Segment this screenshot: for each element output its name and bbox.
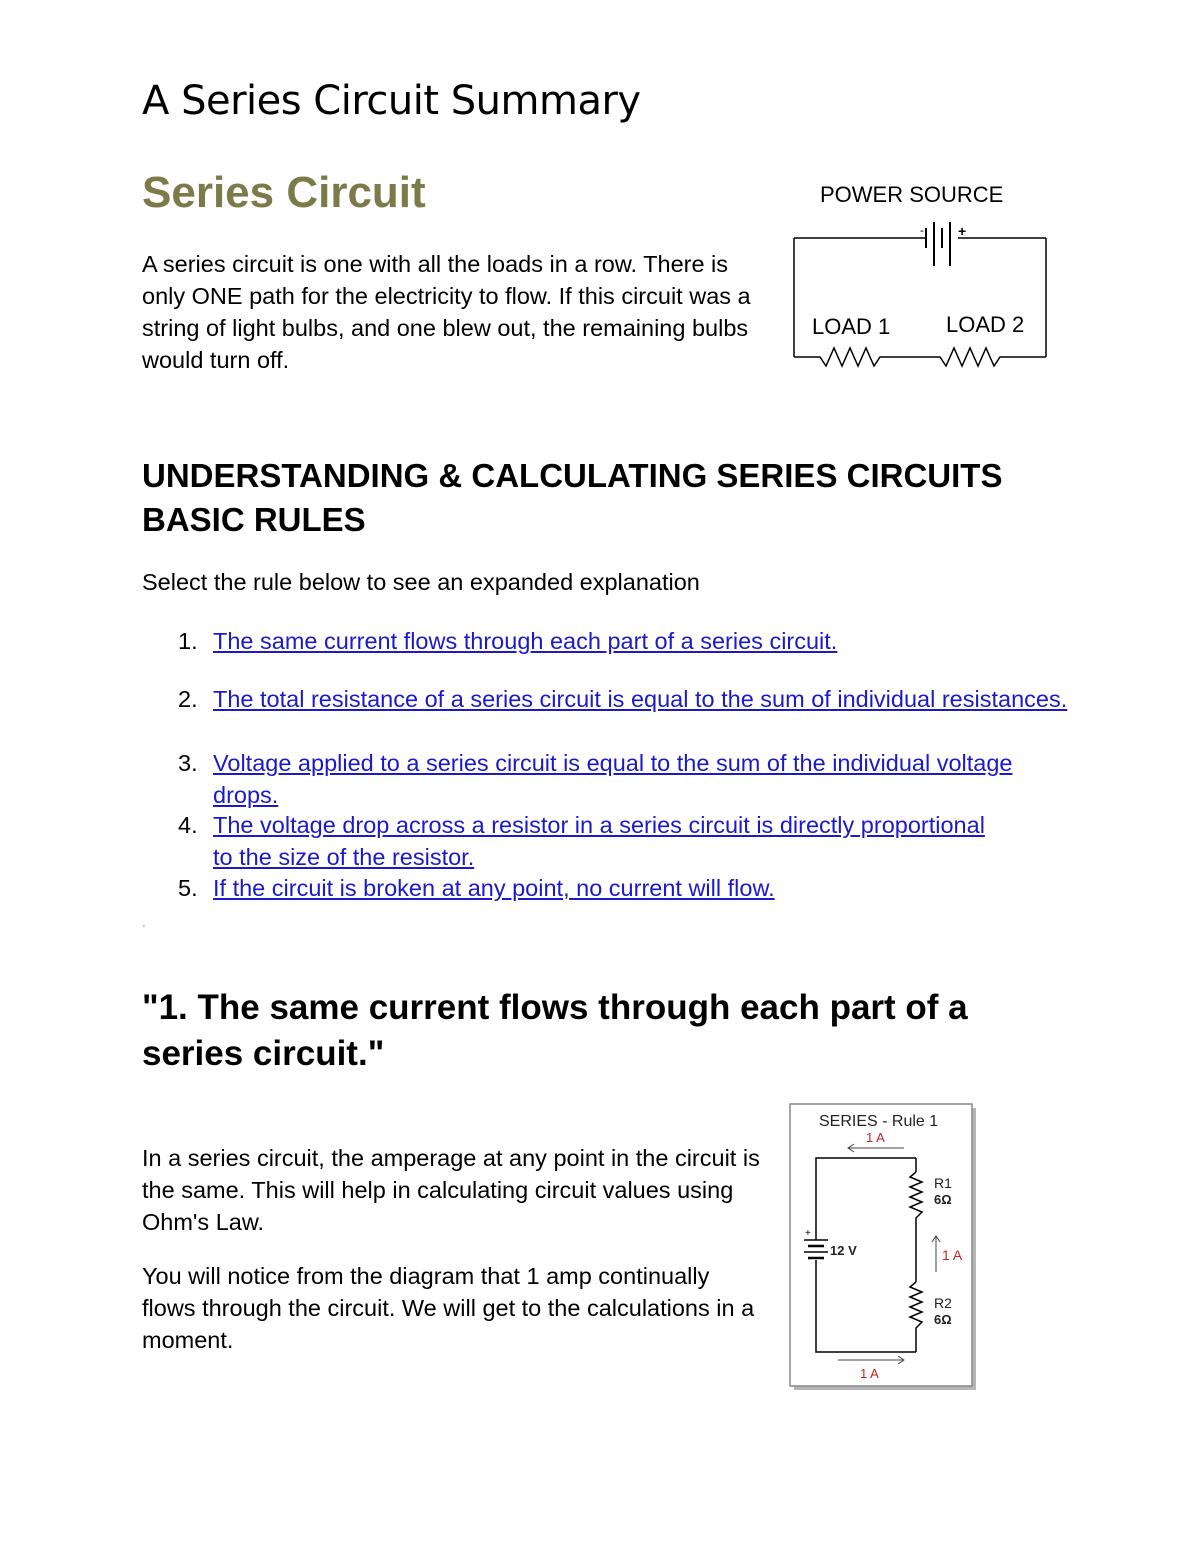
rule-number: 4. — [178, 812, 198, 838]
rule-1-heading: "1. The same current flows through each part of a series circuit." — [142, 988, 968, 1073]
section-heading: Series Circuit — [142, 168, 426, 217]
stray-mark: ' — [143, 924, 145, 935]
rule-1-paragraph-2: You will notice from the diagram that 1 amp continually flows through the circuit. We will get to the calculations in a moment. — [142, 1263, 755, 1353]
intro-paragraph: A series circuit is one with all the loads in a row. There is only ONE path for the electricity to flow. If this circuit was a string of light bulbs, and one blew out, the remaining bulbs would turn off. — [142, 251, 751, 373]
current-label-right: 1 A — [942, 1247, 963, 1263]
current-label-bottom: 1 A — [860, 1366, 879, 1381]
voltage-label: 12 V — [830, 1243, 857, 1258]
r2-label: R2 — [934, 1295, 952, 1311]
current-label-top: 1 A — [866, 1130, 885, 1145]
rule-link-1[interactable]: The same current flows through each part of a series circuit. — [213, 628, 838, 654]
rule-link-3[interactable]: Voltage applied to a series circuit is equal to the sum of the individual voltage drops. — [213, 750, 1013, 808]
rule-link-4[interactable]: The voltage drop across a resistor in a series circuit is directly proportional to the size of the resistor. — [213, 812, 985, 870]
resistor-wire-bottom — [794, 348, 1046, 366]
rule-number: 2. — [178, 686, 198, 712]
rule-link-5[interactable]: If the circuit is broken at any point, no current will flow. — [213, 875, 775, 901]
rule-number: 5. — [178, 875, 198, 901]
battery-icon — [926, 222, 958, 266]
series-circuit-diagram — [780, 176, 1070, 376]
document-title: A Series Circuit Summary — [142, 78, 641, 124]
rule-number: 1. — [178, 628, 198, 654]
power-source-label: POWER SOURCE — [820, 182, 1004, 207]
rule-link-2[interactable]: The total resistance of a series circuit is equal to the sum of individual resistances. — [213, 686, 1068, 712]
load-2-label: LOAD 2 — [946, 312, 1025, 337]
select-instruction: Select the rule below to see an expanded explanation — [142, 569, 700, 595]
r2-value: 6Ω — [934, 1312, 952, 1327]
rule-number: 3. — [178, 750, 198, 776]
battery-minus-label: - — [920, 223, 924, 237]
series-rule-1-diagram — [786, 1100, 982, 1396]
diagram-title: SERIES - Rule 1 — [819, 1113, 939, 1130]
load-1-label: LOAD 1 — [812, 314, 891, 339]
rule-1-paragraph-1: In a series circuit, the amperage at any point in the circuit is the same. This will help in calculating circuit values using Ohm's Law. — [142, 1145, 760, 1235]
battery-plus-label: + — [805, 1228, 811, 1239]
r1-value: 6Ω — [934, 1192, 952, 1207]
r1-label: R1 — [934, 1175, 952, 1191]
rules-heading: UNDERSTANDING & CALCULATING SERIES CIRCUITS BASIC RULES — [142, 457, 1003, 538]
battery-plus-label: + — [958, 223, 967, 239]
